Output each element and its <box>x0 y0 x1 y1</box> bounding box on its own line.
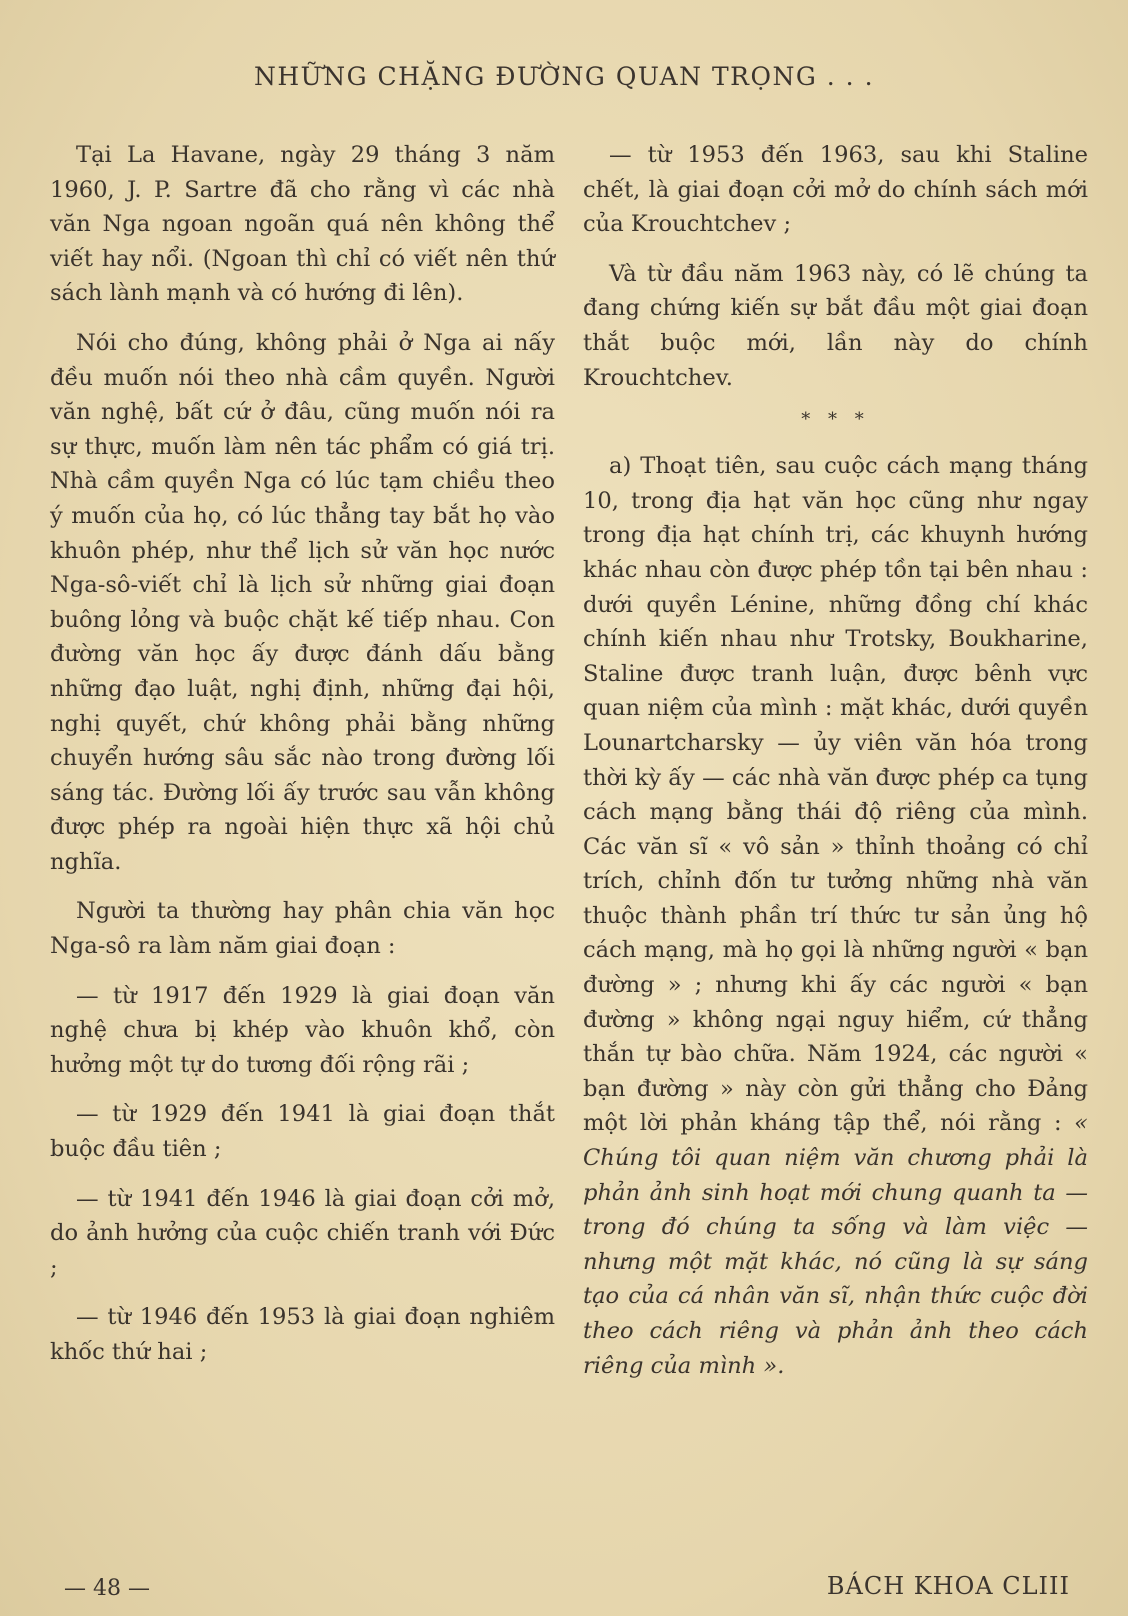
paragraph: Người ta thường hay phân chia văn học Nga-sô ra làm năm giai đoạn : <box>50 898 555 960</box>
paragraph: Và từ đầu năm 1963 này, có lẽ chúng ta đang chứng kiến sự bắt đầu một giai đoạn thắt buộc mới, lần này do chính Krouchtchev. <box>583 260 1088 391</box>
paragraph: Nói cho đúng, không phải ở Nga ai nấy đều muốn nói theo nhà cầm quyền. Người văn nghệ, bất cứ ở đâu, cũng muốn nói ra sự thực, muốn làm nên tác phẩm có giá trị. Nhà cầm quyền Nga có lúc tạm chiều theo ý muốn của họ, có lúc thẳng tay bắt họ vào khuôn phép, như thể lịch sử văn học nước Nga-sô-viết chỉ là lịch sử những giai đoạn buông lỏng và buộc chặt kế tiếp nhau. Con đường văn học ấy được đánh dấu bằng những đạo luật, nghị định, những đại hội, nghị quyết, chứ không phải bằng những chuyển hướng sâu sắc nào trong đường lối sáng tác. Đường lối ấy trước sau vẫn không được phép ra ngoài hiện thực xã hội chủ nghĩa. <box>50 329 555 875</box>
paragraph: Tại La Havane, ngày 29 tháng 3 năm 1960, J. P. Sartre đã cho rằng vì các nhà văn Nga ngoan ngoãn quá nên không thể viết hay nổi. (Ngoan thì chỉ có viết nên thứ sách lành mạnh và có hướng đi lên). <box>50 142 555 307</box>
list-item: — từ 1946 đến 1953 là giai đoạn nghiêm khốc thứ hai ; <box>50 1304 555 1365</box>
paragraph <box>583 449 1088 1383</box>
list-item: — từ 1917 đến 1929 là giai đoạn văn nghệ chưa bị khép vào khuôn khổ, còn hưởng một tự do tương đối rộng rãi ; <box>50 982 555 1078</box>
list-item: — từ 1929 đến 1941 là giai đoạn thắt buộc đầu tiên ; <box>50 1101 555 1163</box>
list-item: — từ 1953 đến 1963, sau khi Staline chết, là giai đoạn cởi mở do chính sách mới của Krouchtchev ; <box>583 142 1088 238</box>
right-column <box>583 138 1088 1398</box>
section-separator: * * * <box>801 409 870 431</box>
page-title: NHỮNG CHẶNG ĐƯỜNG QUAN TRỌNG . . . <box>253 62 875 91</box>
section-a-text: a) Thoạt tiên, sau cuộc cách mạng tháng 10, trong địa hạt văn học cũng như ngay trong địa hạt chính trị, các khuynh hướng khác nhau còn được phép tồn tại bên nhau : dưới quyền Lénine, những đồng chí khác chính kiến nhau như Trotsky, Boukharine, Staline được tranh luận, được bênh vực quan niệm của mình : mặt khác, dưới quyền Lounartcharsky — ủy viên văn hóa trong thời kỳ ấy — các nhà văn được phép ca tụng cách mạng bằng thái độ riêng của mình. Các văn sĩ « vô sản » thỉnh thoảng có chỉ trích, chỉnh đốn tư tưởng những nhà văn thuộc thành phần trí thức tư sản ủng hộ cách mạng, mà họ gọi là những người « bạn đường » ; nhưng khi ấy các người « bạn đường » không ngại nguy hiểm, cứ thẳng thắn tự bào chữa. Năm 1924, các người « bạn đường » này còn gửi thẳng cho Đảng một lời phản kháng tập thể, nói rằng : <box>583 453 1088 1137</box>
quotation: « Chúng tôi quan niệm văn chương phải là phản ảnh sinh hoạt mới chung quanh ta — trong đó chúng ta sống và làm việc — nhưng một mặt khác, nó cũng là sự sáng tạo của cá nhân văn sĩ, nhận thức cuộc đời theo cách riêng và phản ảnh theo cách riêng của mình ». <box>583 1110 1088 1379</box>
left-column <box>50 138 555 1385</box>
publication-name: BÁCH KHOA CLIII <box>826 1572 1070 1600</box>
page-number: — 48 — <box>64 1576 150 1601</box>
list-item: — từ 1941 đến 1946 là giai đoạn cởi mở, do ảnh hưởng của cuộc chiến tranh với Đức ; <box>50 1185 555 1281</box>
